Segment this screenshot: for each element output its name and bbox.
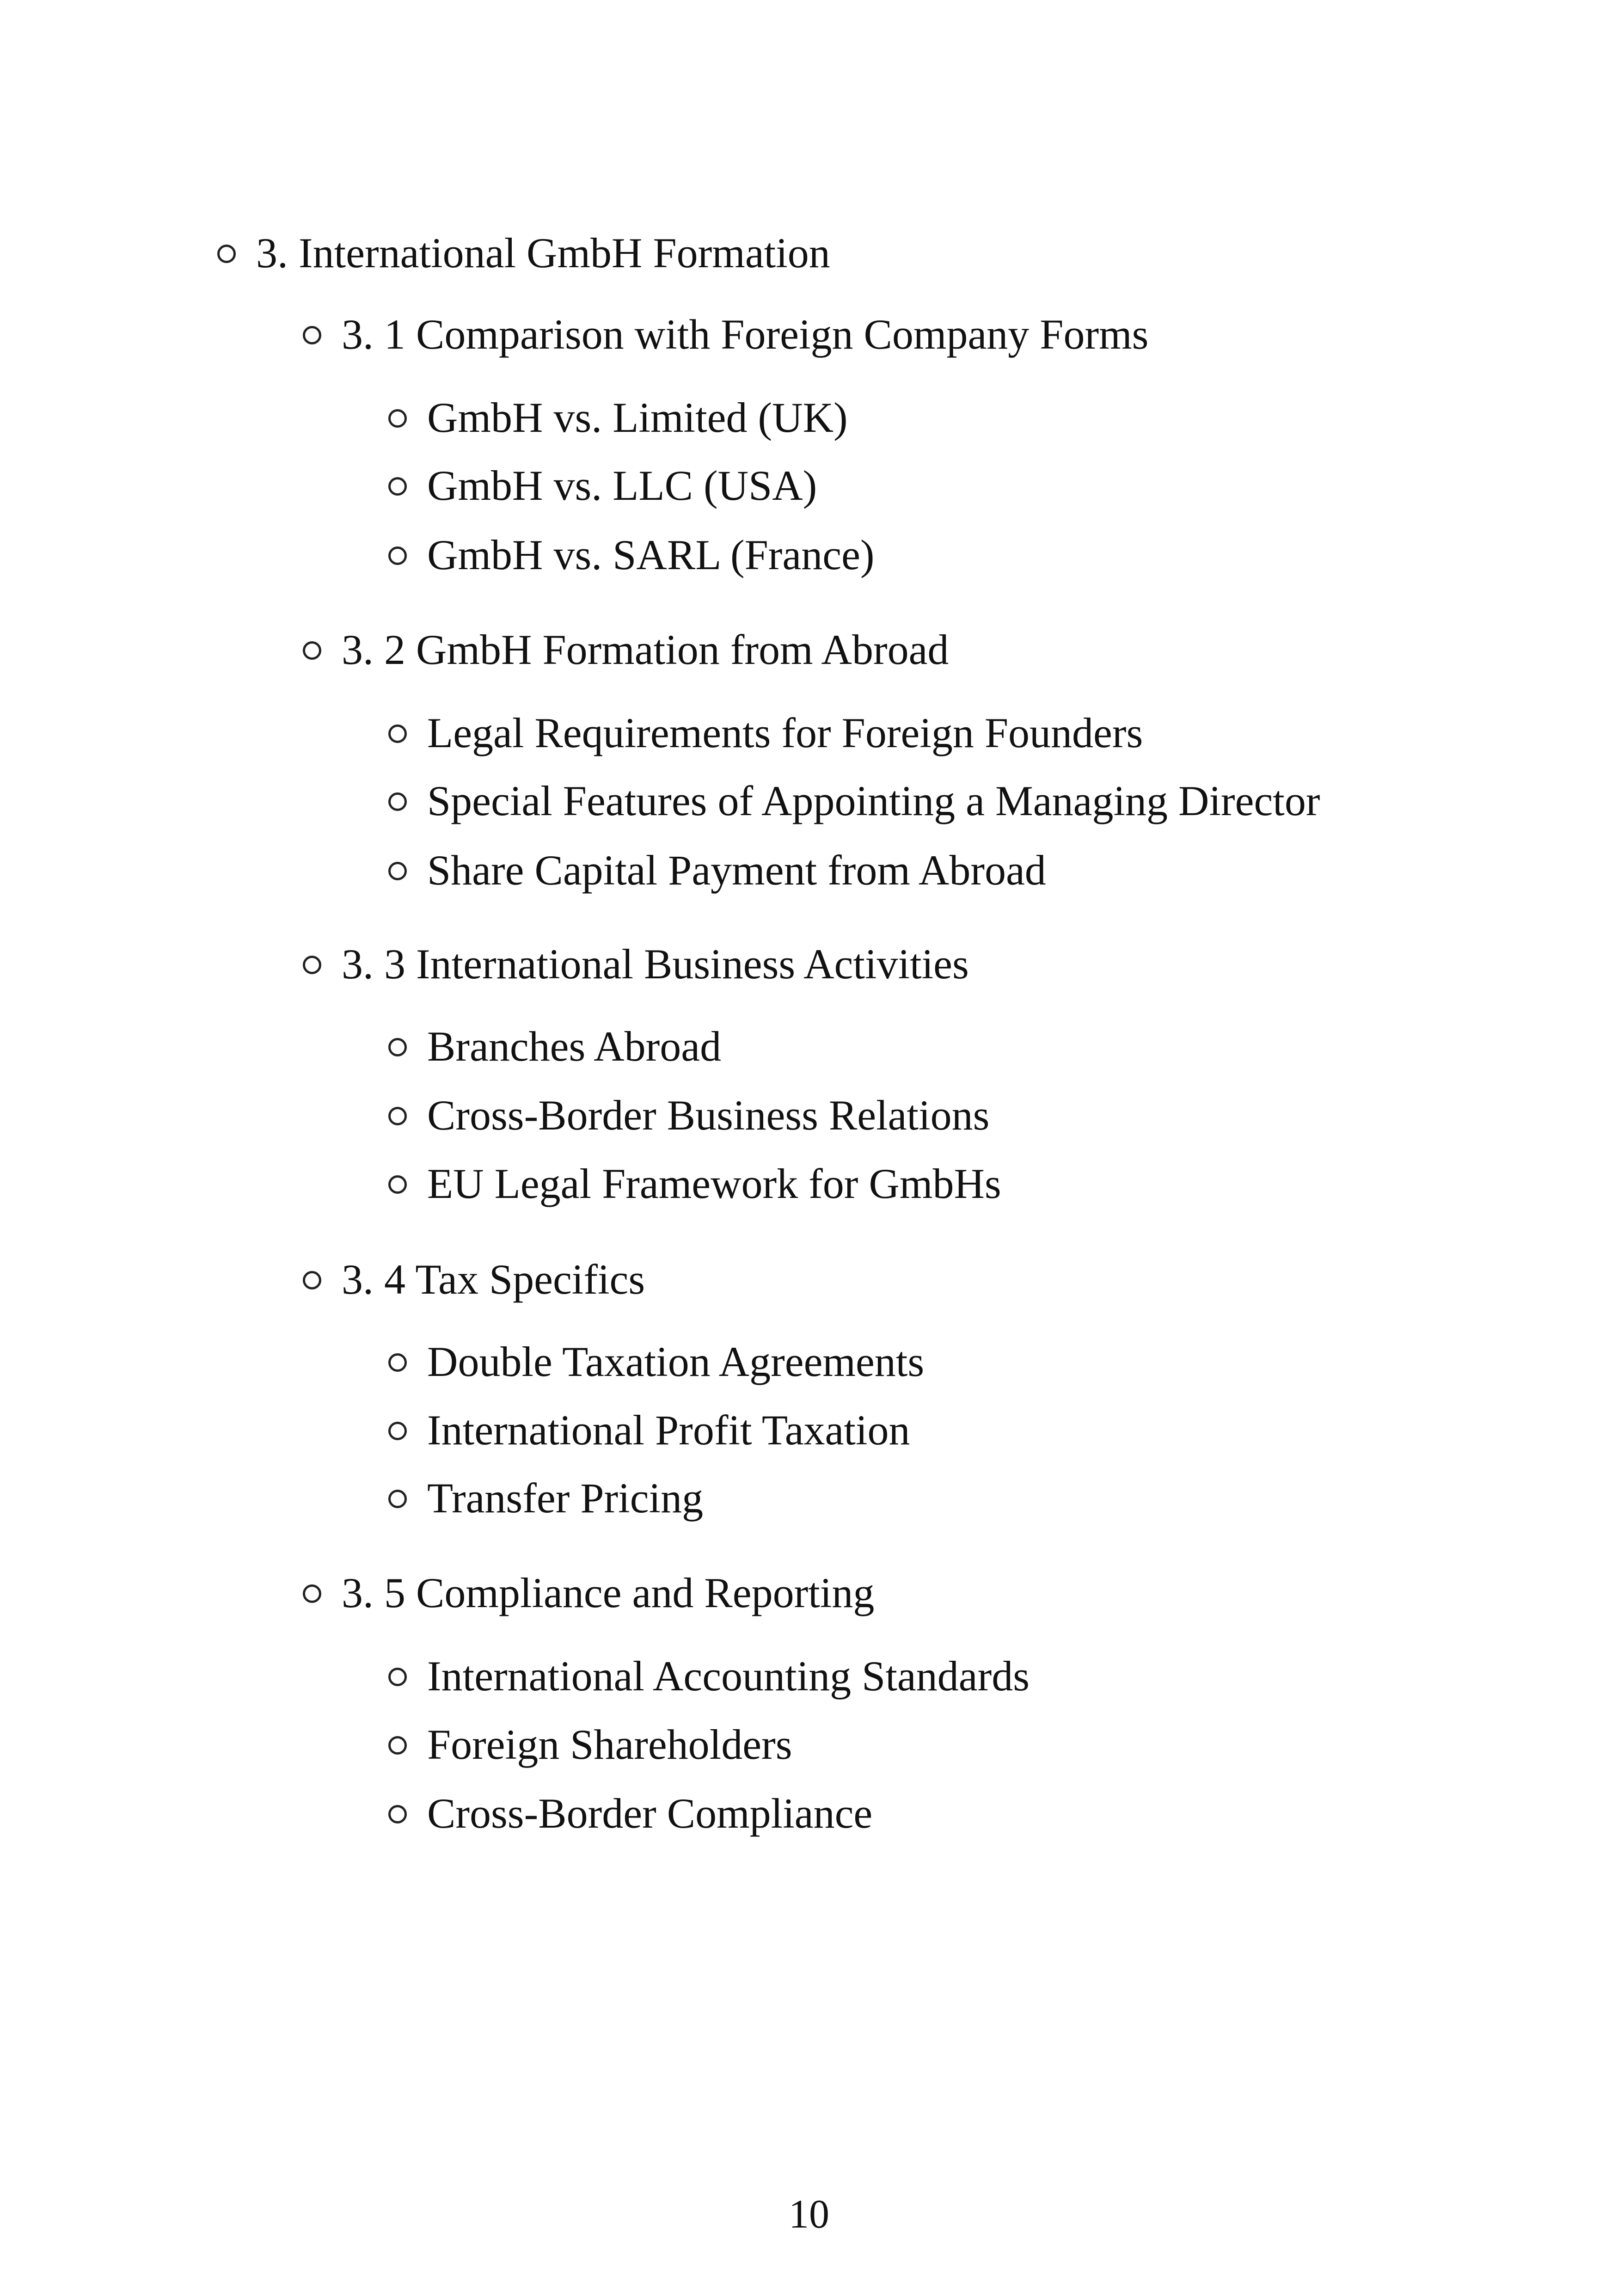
list-item [388,1473,703,1523]
list-item [388,845,1046,896]
section-title: 3. International GmbH Formation [256,229,830,276]
hollow-circle-bullet-icon [388,409,407,428]
subsection-heading [303,1254,645,1305]
list-item [388,1336,924,1387]
list-item-label: International Accounting Standards [427,1652,1030,1700]
subsection-heading [303,309,1148,360]
subsection-heading [303,939,969,989]
subsection-heading [303,624,949,675]
list-item [388,529,875,580]
list-item-label: Special Features of Appointing a Managing Director [427,777,1320,824]
hollow-circle-bullet-icon [388,477,407,496]
list-item-label: Double Taxation Agreements [427,1338,925,1385]
list-item [388,1788,872,1839]
list-item [388,775,1320,826]
list-item [388,1158,1001,1209]
subsection-title: 3. 1 Comparison with Foreign Company Forms [342,311,1149,358]
hollow-circle-bullet-icon [388,1175,407,1194]
list-item-label: Foreign Shareholders [427,1721,792,1768]
subsection-title: 3. 4 Tax Specifics [342,1256,645,1303]
hollow-circle-bullet-icon [388,546,407,565]
list-item [388,1021,721,1072]
hollow-circle-bullet-icon [388,1422,407,1440]
list-item [388,707,1143,758]
hollow-circle-bullet-icon [303,1584,321,1603]
hollow-circle-bullet-icon [388,1490,407,1508]
hollow-circle-bullet-icon [388,1668,407,1686]
subsection-heading [303,1567,874,1618]
hollow-circle-bullet-icon [388,1353,407,1372]
hollow-circle-bullet-icon [388,862,407,880]
page-number: 10 [789,2192,829,2237]
list-item [388,392,848,443]
hollow-circle-bullet-icon [388,1038,407,1056]
list-item-label: Legal Requirements for Foreign Founders [427,709,1143,756]
list-item-label: Cross-Border Business Relations [427,1092,990,1139]
section-heading [217,227,830,278]
subsection-title: 3. 2 GmbH Formation from Abroad [342,626,949,673]
hollow-circle-bullet-icon [217,245,236,263]
list-item-label: International Profit Taxation [427,1406,910,1454]
hollow-circle-bullet-icon [303,641,321,660]
list-item-label: GmbH vs. LLC (USA) [427,462,817,509]
hollow-circle-bullet-icon [388,1107,407,1125]
list-item-label: GmbH vs. SARL (France) [427,531,875,578]
list-item-label: GmbH vs. Limited (UK) [427,394,848,441]
hollow-circle-bullet-icon [388,724,407,743]
list-item [388,1090,989,1141]
list-item [388,1651,1030,1701]
list-item [388,460,817,511]
list-item-label: Branches Abroad [427,1023,722,1070]
list-item-label: Share Capital Payment from Abroad [427,847,1046,894]
hollow-circle-bullet-icon [303,956,321,974]
list-item-label: Cross-Border Compliance [427,1790,873,1837]
hollow-circle-bullet-icon [303,326,321,344]
hollow-circle-bullet-icon [388,1805,407,1823]
subsection-title: 3. 3 International Business Activities [342,940,969,988]
hollow-circle-bullet-icon [303,1271,321,1289]
list-item-label: EU Legal Framework for GmbHs [427,1160,1001,1207]
list-item [388,1719,792,1770]
list-item-label: Transfer Pricing [427,1474,704,1522]
list-item [388,1405,910,1455]
hollow-circle-bullet-icon [388,792,407,811]
subsection-title: 3. 5 Compliance and Reporting [342,1569,875,1616]
hollow-circle-bullet-icon [388,1736,407,1755]
